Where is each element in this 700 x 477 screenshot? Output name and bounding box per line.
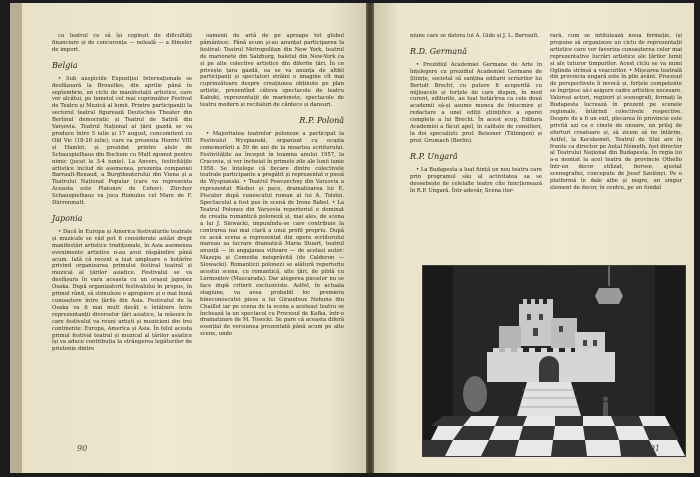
stage-set-photograph: [422, 265, 686, 457]
left-page: [22, 3, 366, 473]
left-col1-top-paragraph: ca teatrul ce să își copleșit de dificultăți financiare și de concurența — nelealâ — a filmelor de import.: [52, 33, 192, 53]
germania-paragraph: • Prezidiul Academiei Germane de Arte în înțelegere cu prezidiul Academiei Germane de Științe, societal să sanțina editarii scrierilor lui Bertolt Brecht, cu putere fi acoperită cu mijloacele și forțele de care dispun, în mod curent, editurile, au luat hotărîrea ca cele două academii să-și asume munca de întocmire și redactare a unei ediții științifice a operei complete a lui Brecht. În acest scop, Editura Academiei a făcut apel, în calitate de consilieri, la doi specialiști: prof. Beissner (Tübingen) și prof. Grumach (Berlin).: [410, 61, 542, 144]
book-gutter: [366, 3, 374, 473]
left-page-number: 90: [77, 444, 88, 453]
right-page-column-1: [410, 33, 542, 194]
book-spread: [10, 3, 694, 473]
section-heading-polonia: R.P. Polonă: [299, 115, 344, 125]
right-page-number: 91: [649, 444, 660, 453]
left-page-column-2: [200, 33, 344, 338]
right-page: [374, 3, 694, 473]
section-heading-belgia: Belgia: [52, 60, 78, 70]
ungaria-paragraph: • La Budapesta a luat ființă un nou teatru care prin programul său al activitatea sa se deosebește de celelalte teatre cîte funcționează în R.P. Ungară. Într-adevăr, Scena iter-: [410, 166, 542, 194]
japonia-paragraph: • Dacă în Europa și America festivalurile teatrale și muzicale se văd pot fi considerate astăzi drept manifestări artistice tradiționale, în Asia asemenea evenimente artistice n-au avut răspândire până acum. Iată că recent a luat amploare o hotărîre privind organizarea primului festival teatral și muzical al țărilor asiatice. Festivalul se va desfășura în vara aceasta cu un orașul japonez Osaka. După organizatorii festivalului în propus, în primul rând, să stimuleze o apropiere și o mai bună cunoaștere între țările din Asia. Festivalul de la Osaka va fi mai mult decât o întâlnire între reprezentanții diverselor țări asiatice, la măsura în care festivalul va reuni artiști și muzicieni din trei continente: Europa, America și Asia. În felul acesta primul festival teatral și muzical al țărilor asiatice își va aduce contribuția la strângerea legăturilor de prietenie dintre: [52, 228, 192, 353]
stage-castle-set-photo-icon: [423, 266, 685, 456]
section-heading-ungaria: R.P. Ungară: [410, 151, 458, 161]
left-page-column-1: [52, 33, 192, 353]
section-heading-japonia: Japonia: [52, 213, 83, 223]
polonia-paragraph: • Majoritatea teatrelor poloneze a participat la Festivalul Wyspianski, organizat cu ocazia comemorării a 50 de ani de la moartea scriitorului. Festivitățile au început în toamna anului 1957, la Cracovia, și vor încheiat în primele zile ale lunii iunie 1958. Se înțelege că fiecare dintre colectivele teatrale participante a pregătit și reprezentat o piesă de Wyspianski. • Teatrul Powszechny din Varșovia a reprezentat Răsboi și pace, dramatizarea lui E. Piscator după cunoscutul roman al lui A. Tolstoi. Spectacolul a fost pus în scenă de Irene Babel. • La Teatrul Polonez din Varșovia repertoriul e dominat de creația romantică poloneză și, mai ales, de scena a lui J. Slowacki, impunîndu-se care contribuie la contrarea nai mai clară a unui profil propriu. După ce aceă scena a reprezentat din opera scriitorului mareau sa lucrare dramatică Maria Stuart, teatrul anunță — în angajanea viitoare — de acelasi autor: Mazepa și Comedia neisprăvită (de Calderon — Slowacki). Romanticii polonezi se alătură repertoriu acestui scena, cu romantică, alte țări, de pildă cu Lermontov (Mascarada). Dar alegerea pieselor nu se face după criterii exclusiviste. Astfel, în actuala stagiune, va avea probabil loc premiera binecunoscutei piese a lui Giraudoux Nebuna din Chaillot iar pe scena de la scena a aceleași teatru se închează la un spectacol cu Procesul de Kafka, într-o dramatizare de M. Tosecki. Se pare că aceasta diferă esențial de versiunea prezentată până acum pe alte scene, unde: [200, 130, 344, 338]
left-col2-top-paragraph: oamenii de artă de pe aproape tot globul pământesc. Până acum și-au anunțat participarea la festival: Teatrul Metropolitan din New York, teatrul de marionete din Salzburg, baletul din New-York ca și pe alte colective artistice din diferite țări. În ce privește țara gazdă, ea se va anunța de altfel participanți și spectatori străini o imagine cît mai cuprinzătoare despre creațiunea obținute pe plan artistic, prezentînd câteva spectacole de teatru Kabuki, reprezentații de marionete, spectacole de teatru modern și recitaluri de cântece și dansuri.: [200, 33, 344, 109]
right-col1-top-paragraph: niune care se datora lui A. Gide și J. L. Barrault.: [410, 33, 540, 39]
right-col2-paragraph: rară, cum se intitulează noua formație, își propune să organizeze un ciclu de reprezentații artistice care vor favoriza cunoașterea celor mai reprezentative lucrări artistice ale țărilor lumii și ale tuturor timpurilor. Acest ciclu se va numi Oglinda strînsă a veacurilor. • Mișcarea teatrală din provincia ungară este în plin avânt. Procesul de perspectivele îi invocă și, forțele competente se îngrijesc să-i asigure cadre artistice necesare. Valoroși actori, regizori și scenografi, formați la Budapesta lucrează în prezent pe scenele regionale, întărind colectivele respective. Despre de a fi un exil, plecarea în provincie este privită azi ca o cinste de onoare, un prilej de eforturi creatoare și, să zicem să ne întărim. Astfel, la Kecskemét, Teatrul de Stat are în frunte ca director pe Antal Németh, fost director al Teatrului Național din Budapesta. În regia lui a-a montat la acel teatru de provincie Othello într-un decor stilizat, fiorose, ajustat scenografiei, concepute de Josef Szelényi. Pe o platformă în dale albe și negre, un singur element de decor, în centru, pe un fundal: [550, 33, 682, 191]
belgia-paragraph: • Sub auspiciile Expoziției Internaționale se desfășoară la Bruxelles, din aprilie până în septembrie, un ciclu de manifestații artistice, care vor alcătui, pe temeiul cel mai cuprinzător Festival de Teatru și Muzică al lumii. Printre participanții la sectorul teatral figurează Deutsches Theater din Berlinul democratic și Teatrul de Satiră din Varșovia. Teatrul Național al țării gazdă se va produce între 5 iulie și 17 august, concomitent cu Old Vic (18-20 iulie), care va prezenta Henric VIII și Hamlet, și prezidat printre alele de Schauspielhaus din Bochum cu Mult zgomot pentru nimic (jucat la 3-4 iunie). La Anvers, festivitățile artistice includ de asemenea, prezența companiei Barrault-Renaud, a Burgtheaterului din Viena și a Teatrului Național Popular (care va reprezenta Aceasta este Platonov de Cehov). Zürcher Schauspielhaus va juca Romulus cel Mare de F. Dürrenmatt.: [52, 75, 192, 207]
section-heading-germania: R.D. Germană: [410, 46, 468, 56]
right-page-column-2: [550, 33, 682, 251]
